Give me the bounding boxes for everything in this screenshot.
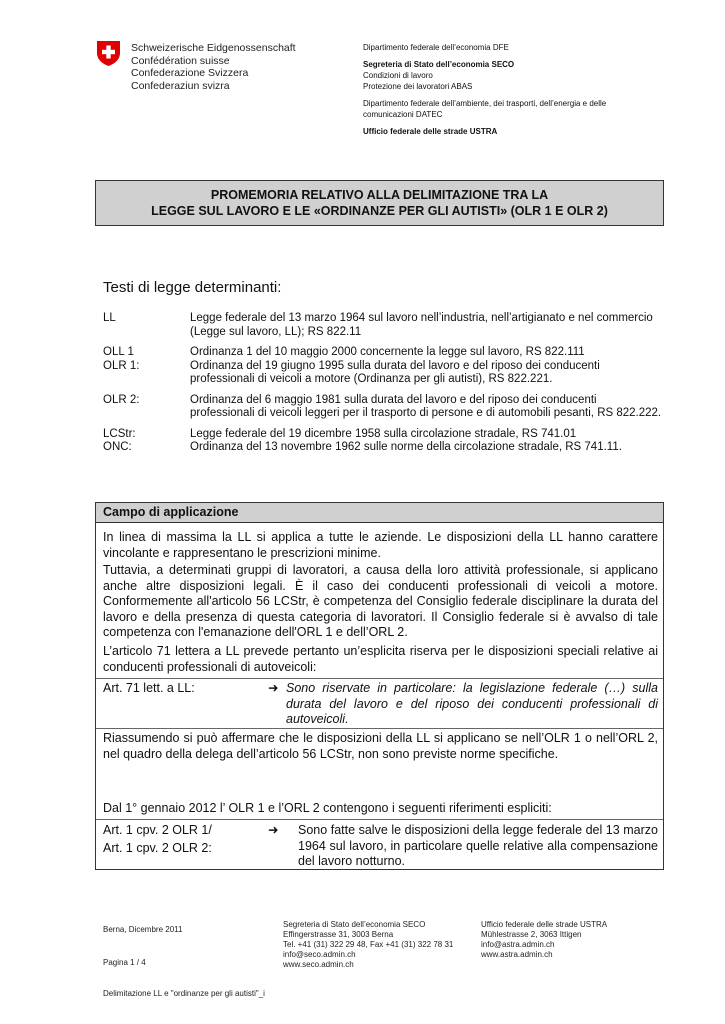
- federal-name-rm: Confederaziun svizra: [131, 79, 230, 92]
- ustra-name: Ufficio federale delle strade USTRA: [363, 127, 498, 136]
- issuing-offices: [363, 42, 673, 137]
- law-abbr: OLR 1:: [103, 359, 140, 372]
- law-abbr: OLL 1: [103, 346, 134, 358]
- federal-name-it: Confederazione Svizzera: [131, 67, 249, 79]
- separator: [96, 678, 663, 679]
- reference-text: Sono riservate in particolare: la legislazione federale (…) sulla durata del lavoro e del riposo dei conducenti professionali di autoveicoli.: [286, 681, 658, 726]
- footer-line: Ufficio federale delle strade USTRA: [481, 920, 608, 929]
- seco-sub2: Protezione dei lavoratori ABAS: [363, 82, 473, 91]
- reference-text: Sono fatte salve le disposizioni della legge federale del 13 marzo 1964 sul lavoro, in particolare quelle relative alla compensazione del lavoro notturno.: [298, 823, 658, 868]
- law-abbr: LCStr:: [103, 427, 136, 440]
- footer-line: Mühlestrasse 2, 3063 Ittigen: [481, 930, 582, 939]
- law-desc: Legge federale del 13 marzo 1964 sul lavoro nell’industria, nell’artigianato e nel commercio (Legge sul lavoro, LL); RS 822.11: [190, 312, 653, 338]
- footer-date: Berna, Dicembre 2011: [103, 925, 183, 934]
- footer-line: www.seco.admin.ch: [283, 960, 354, 969]
- footer-line: Effingerstrasse 31, 3003 Berna: [283, 930, 394, 939]
- reference-label-olr2: Art. 1 cpv. 2 OLR 2:: [103, 841, 212, 855]
- dept-economy: Dipartimento federale dell’economia DFE: [363, 43, 509, 52]
- arrow-right-icon: ➜: [268, 681, 279, 695]
- separator: [96, 728, 663, 729]
- law-item-olr2: [103, 394, 663, 421]
- laws-heading: Testi di legge determinanti:: [103, 279, 282, 296]
- footer-line: info@seco.admin.ch: [283, 950, 356, 959]
- law-item-onc: [103, 441, 663, 455]
- law-desc: Ordinanza del 6 maggio 1981 sulla durata del lavoro e del riposo dei conducenti professionali di veicoli leggeri per il trasporto di persone e di automobili pesanti, RS 822.222.: [190, 393, 662, 419]
- footer-page-number: Pagina 1 / 4: [103, 958, 146, 967]
- footer-line: www.astra.admin.ch: [481, 950, 553, 959]
- title-line1: PROMEMORIA RELATIVO ALLA DELIMITAZIONE TRA LA: [210, 188, 549, 202]
- dept-datec-line1: Dipartimento federale dell’ambiente, dei trasporti, dell’energia e delle: [363, 99, 607, 108]
- footer-line: info@astra.admin.ch: [481, 940, 555, 949]
- law-abbr: ONC:: [103, 441, 132, 453]
- federal-name-fr: Confédération suisse: [131, 54, 230, 67]
- arrow-right-icon: ➜: [268, 823, 279, 837]
- title-line2: LEGGE SUL LAVORO E LE «ORDINANZE PER GLI AUTISTI» (OLR 1 E OLR 2): [151, 204, 608, 218]
- law-item-ll: [103, 312, 663, 339]
- scope-paragraph-1: In linea di massima la LL si applica a tutte le aziende. Le disposizioni della LL hanno carattere vincolante e rappresentano le prescrizioni minime.: [103, 530, 658, 560]
- scope-paragraph-5: Dal 1° gennaio 2012 l’ OLR 1 e l’ORL 2 contengono i seguenti riferimenti espliciti:: [103, 801, 552, 815]
- scope-paragraph-2: Tuttavia, a determinati gruppi di lavoratori, a causa della loro attività professionale, si applicano anche altre disposizioni legali. È il caso dei conducenti professionali di veicoli a motore. Conformemente all'articolo 56 LCStr, è competenza del Consiglio federale disciplinare la durata del lavoro e della presenza di questa categoria di lavoratori. Il Consiglio federale si è avvalso di tale competenza con l'emanazione dell'ORL 1 e dell’ORL 2.: [103, 563, 658, 639]
- scope-heading: Campo di applicazione: [96, 503, 663, 523]
- seco-name: Segreteria di Stato dell’economia SECO: [363, 60, 515, 69]
- footer-ustra-contact: [481, 920, 607, 960]
- reference-label-olr1: Art. 1 cpv. 2 OLR 1/: [103, 823, 212, 837]
- law-abbr: LL: [103, 312, 116, 324]
- footer-seco-contact: [283, 920, 453, 970]
- law-desc: Ordinanza 1 del 10 maggio 2000 concernente la legge sul lavoro, RS 822.111: [190, 346, 585, 358]
- dept-datec-line2: comunicazioni DATEC: [363, 110, 443, 119]
- footer-line: Segreteria di Stato dell’economia SECO: [283, 920, 426, 929]
- law-desc: Ordinanza del 13 novembre 1962 sulle norme della circolazione stradale, RS 741.11.: [190, 441, 622, 453]
- law-desc: Ordinanza del 19 giugno 1995 sulla durata del lavoro e del riposo dei conducenti professionali di veicoli a motore (Ordinanza per gli autisti), RS 822.221.: [190, 359, 600, 385]
- footer-line: Tel. +41 (31) 322 29 48, Fax +41 (31) 322 78 31: [283, 940, 454, 949]
- separator: [96, 819, 663, 820]
- scope-paragraph-3: L’articolo 71 lettera a LL prevede pertanto un’esplicita riserva per le disposizioni speciali relative ai conducenti professionali di autoveicoli:: [103, 644, 658, 674]
- federal-name-de: Schweizerische Eidgenossenschaft: [131, 42, 296, 54]
- swiss-crest-logo: [96, 40, 121, 67]
- law-item-oll1: [103, 346, 663, 360]
- law-item-lcstr: [103, 428, 663, 442]
- footer-filename: Delimitazione LL e "ordinanze per gli autisti"_i: [103, 989, 265, 998]
- scope-box: [95, 502, 664, 870]
- scope-paragraph-4: Riassumendo si può affermare che le disposizioni della LL si applicano se nell’OLR 1 o nell’ORL 2, nel quadro della delega dell’articolo 56 LCStr, non sono previste norme specifiche.: [103, 731, 658, 761]
- law-desc: Legge federale del 19 dicembre 1958 sulla circolazione stradale, RS 741.01: [190, 427, 577, 440]
- federal-names: [131, 42, 296, 92]
- document-title: [95, 180, 664, 226]
- law-abbr: OLR 2:: [103, 393, 140, 406]
- reference-label: Art. 71 lett. a LL:: [103, 681, 195, 695]
- law-item-olr1: [103, 360, 663, 387]
- seco-sub1: Condizioni di lavoro: [363, 71, 433, 80]
- law-list: [103, 312, 663, 455]
